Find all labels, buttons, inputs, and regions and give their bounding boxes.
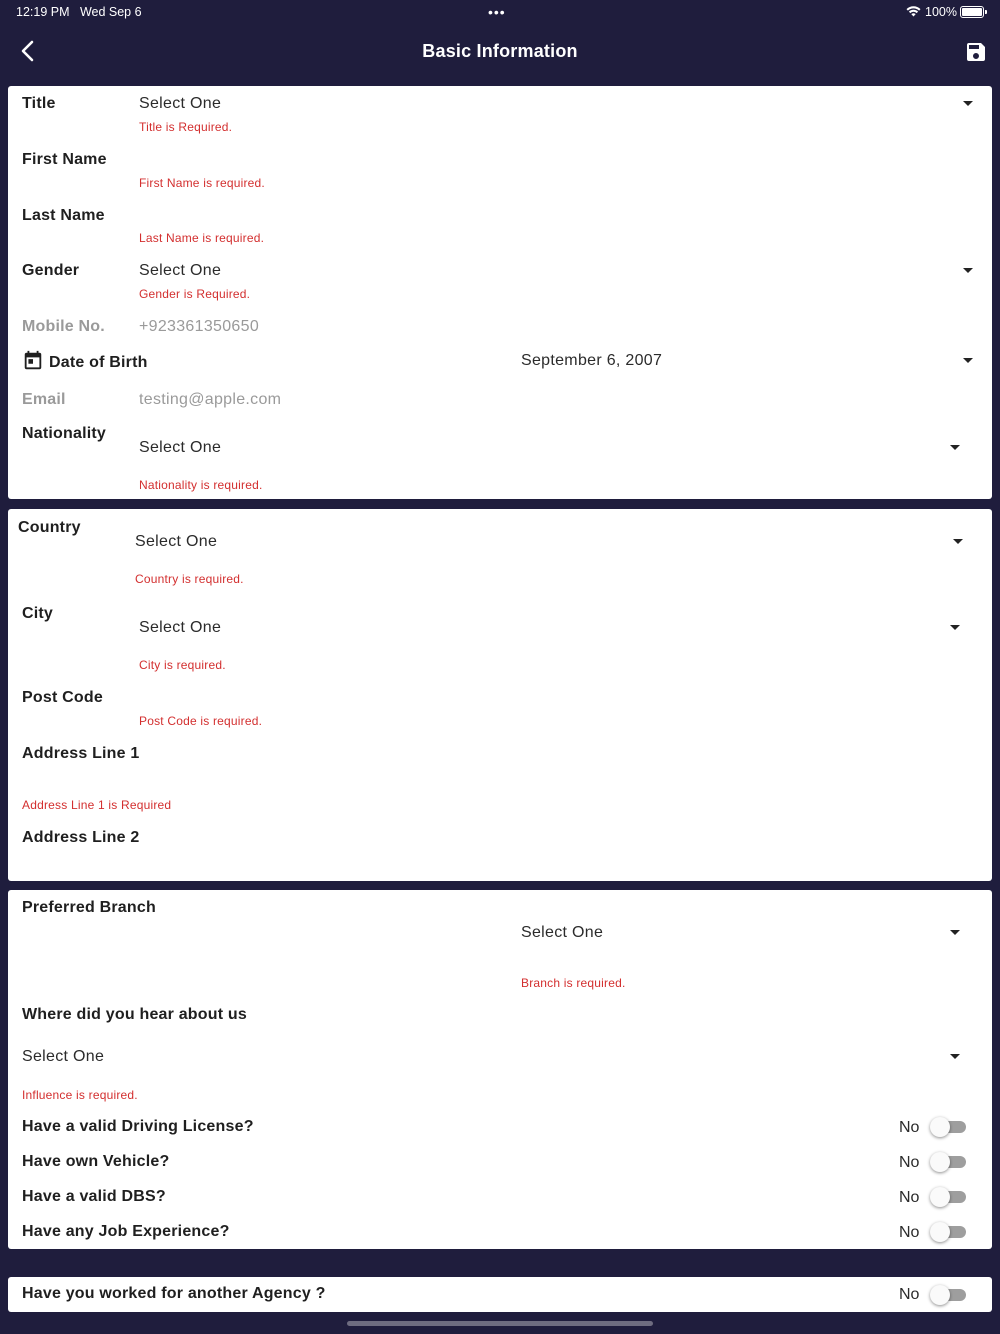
status-bar <box>0 0 1000 24</box>
mobile-value: +923361350650 <box>139 318 260 335</box>
job-experience-label: Have any Job Experience? <box>22 1223 230 1240</box>
branch-select[interactable]: Select One <box>521 924 604 941</box>
country-dropdown-icon[interactable] <box>953 539 963 544</box>
nationality-select[interactable]: Select One <box>139 439 222 456</box>
gender-error: Gender is Required. <box>139 287 251 301</box>
preferences-card <box>8 890 992 1249</box>
status-time: 12:19 PM Wed Sep 6 <box>16 5 142 19</box>
address-line1-field[interactable] <box>22 767 978 793</box>
address-line2-label: Address Line 2 <box>22 829 140 846</box>
city-dropdown-icon[interactable] <box>950 625 960 630</box>
address-line1-label: Address Line 1 <box>22 745 140 762</box>
branch-dropdown-icon[interactable] <box>950 930 960 935</box>
driving-license-label: Have a valid Driving License? <box>22 1118 254 1135</box>
gender-dropdown-icon[interactable] <box>963 268 973 273</box>
gender-label: Gender <box>22 262 80 279</box>
agency-value: No <box>899 1286 920 1303</box>
title-error: Title is Required. <box>139 120 233 134</box>
first-name-field[interactable] <box>139 148 979 172</box>
save-button[interactable] <box>964 40 988 64</box>
city-select[interactable]: Select One <box>139 619 222 636</box>
mobile-label: Mobile No. <box>22 318 105 335</box>
dbs-label: Have a valid DBS? <box>22 1188 166 1205</box>
job-experience-toggle[interactable] <box>930 1220 966 1242</box>
postcode-field[interactable] <box>139 686 979 710</box>
own-vehicle-toggle[interactable] <box>930 1150 966 1172</box>
driving-license-value: No <box>899 1119 920 1136</box>
title-label: Title <box>22 95 56 112</box>
gender-select[interactable]: Select One <box>139 262 222 279</box>
agency-card <box>8 1277 992 1312</box>
email-label: Email <box>22 391 66 408</box>
own-vehicle-value: No <box>899 1154 920 1171</box>
city-error: City is required. <box>139 658 226 672</box>
dob-label: Date of Birth <box>49 354 148 371</box>
last-name-error: Last Name is required. <box>139 231 265 245</box>
postcode-error: Post Code is required. <box>139 714 263 728</box>
home-indicator[interactable] <box>347 1321 653 1326</box>
battery-percentage: 100% <box>925 5 957 19</box>
email-value: testing@apple.com <box>139 391 282 408</box>
branch-label: Preferred Branch <box>22 899 156 916</box>
hear-about-label: Where did you hear about us <box>22 1006 247 1023</box>
postcode-label: Post Code <box>22 689 103 706</box>
agency-toggle[interactable] <box>930 1283 966 1305</box>
nationality-dropdown-icon[interactable] <box>950 445 960 450</box>
hear-about-error: Influence is required. <box>22 1088 138 1102</box>
last-name-label: Last Name <box>22 207 105 224</box>
multitasking-dots[interactable]: ••• <box>488 4 506 20</box>
title-select[interactable]: Select One <box>139 95 222 112</box>
city-label: City <box>22 605 54 622</box>
navigation-bar <box>0 24 1000 80</box>
country-label: Country <box>18 519 81 536</box>
country-error: Country is required. <box>135 572 244 586</box>
address-line2-field[interactable] <box>22 851 978 875</box>
address-line1-error: Address Line 1 is Required <box>22 798 172 812</box>
country-select[interactable]: Select One <box>135 533 218 550</box>
nationality-error: Nationality is required. <box>139 478 263 492</box>
dbs-value: No <box>899 1189 920 1206</box>
address-card <box>8 509 992 881</box>
page-title: Basic Information <box>422 41 578 61</box>
hear-about-dropdown-icon[interactable] <box>950 1054 960 1059</box>
battery-icon <box>960 6 984 18</box>
own-vehicle-label: Have own Vehicle? <box>22 1153 170 1170</box>
dbs-toggle[interactable] <box>930 1185 966 1207</box>
first-name-error: First Name is required. <box>139 176 265 190</box>
driving-license-toggle[interactable] <box>930 1115 966 1137</box>
calendar-icon <box>22 350 44 372</box>
personal-info-card <box>8 86 992 499</box>
title-dropdown-icon[interactable] <box>963 101 973 106</box>
agency-label: Have you worked for another Agency ? <box>22 1285 326 1302</box>
last-name-field[interactable] <box>139 204 979 228</box>
nationality-label: Nationality <box>22 425 106 442</box>
wifi-icon <box>906 5 921 20</box>
hear-about-select[interactable]: Select One <box>22 1048 105 1065</box>
dob-select[interactable]: September 6, 2007 <box>521 352 663 369</box>
job-experience-value: No <box>899 1224 920 1241</box>
save-icon <box>964 40 988 64</box>
first-name-label: First Name <box>22 151 107 168</box>
dob-dropdown-icon[interactable] <box>963 358 973 363</box>
branch-error: Branch is required. <box>521 976 626 990</box>
